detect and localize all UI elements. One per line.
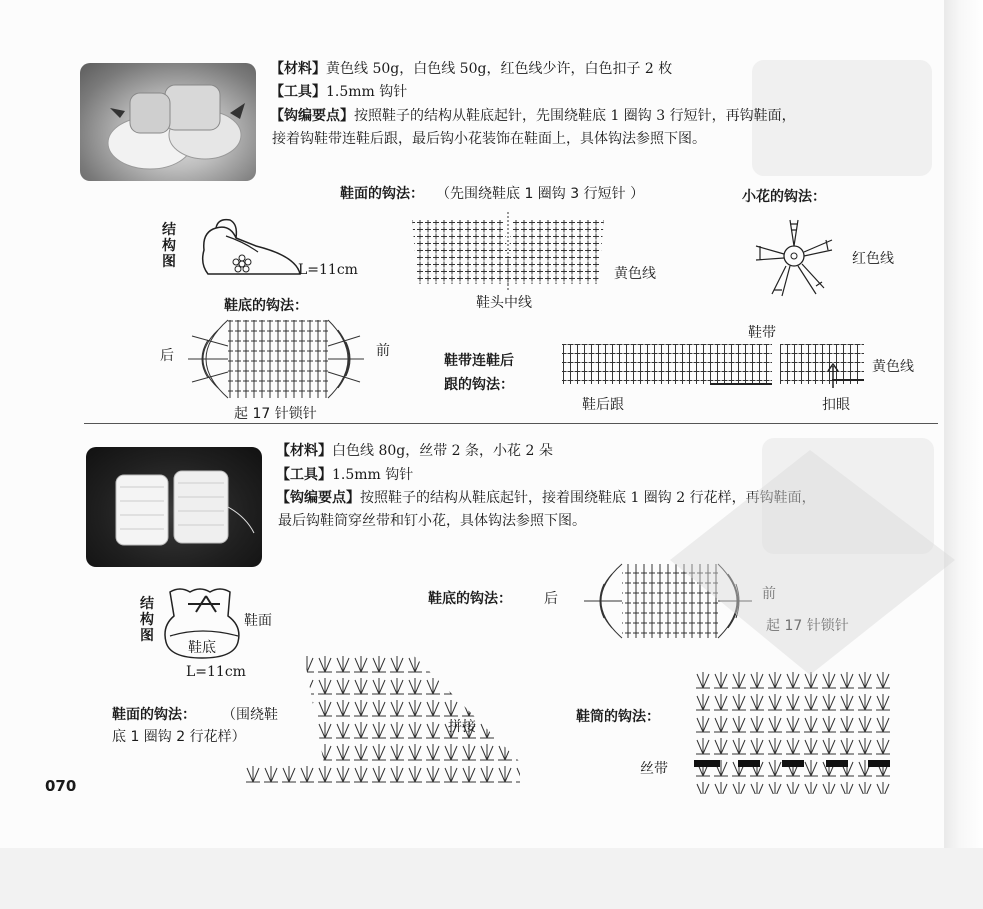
- sole-stitch-chart: [178, 316, 368, 402]
- materials-label-2: 【材料】: [276, 443, 332, 459]
- length-label: L=11cm: [298, 262, 358, 278]
- structure-label-2: 结构图: [140, 596, 154, 644]
- sole-front-label: 前: [376, 343, 390, 359]
- flower-method-title: 小花的钩法：: [742, 189, 826, 205]
- tools-text-2: 1.5mm 钩针: [332, 467, 414, 483]
- length-label-2: L=11cm: [186, 664, 246, 680]
- materials-label: 【材料】: [270, 61, 326, 77]
- strap-label: 鞋带: [748, 325, 776, 341]
- materials-text: 黄色线 50g，白色线 50g，红色线少许，白色扣子 2 枚: [326, 61, 673, 77]
- tube-method-title: 鞋筒的钩法：: [576, 709, 660, 725]
- sole-method-title-2: 鞋底的钩法：: [428, 591, 512, 607]
- sole-front-label-2: 前: [762, 586, 776, 602]
- strap-method-title-2: 跟的钩法：: [444, 377, 514, 393]
- toe-center-label: 鞋头中线: [476, 295, 532, 311]
- upper-method-note-2b: 底 1 圈钩 2 行花样）: [112, 729, 246, 745]
- upper-method-note-2a: （围绕鞋: [222, 707, 278, 723]
- upper-method-title: 鞋面的钩法：: [340, 186, 424, 202]
- steps-label: 【钩编要点】: [270, 108, 354, 124]
- sole-start-label-2: 起 17 针锁针: [766, 618, 849, 634]
- upper-stitch-chart-2: [244, 652, 524, 792]
- tools-label: 【工具】: [270, 84, 326, 100]
- materials-text-2: 白色线 80g，丝带 2 条，小花 2 朵: [332, 443, 553, 459]
- steps-line-1: [270, 105, 796, 127]
- upper-method-title-2: 鞋面的钩法：: [112, 707, 196, 723]
- materials-line: [270, 58, 672, 80]
- tools-text: 1.5mm 钩针: [326, 84, 408, 100]
- bootie-structure-sketch: [196, 212, 306, 282]
- photo-yellow-booties: [80, 63, 256, 181]
- tools-label-2: 【工具】: [276, 467, 332, 483]
- tools-line: [270, 81, 407, 103]
- steps-text-2-2: 最后钩鞋筒穿丝带和钉小花，具体钩法参照下图。: [278, 513, 586, 529]
- buttonhole-arrow: [826, 362, 840, 388]
- upper-method-note: （先围绕鞋底 1 圈钩 3 行短针 ）: [436, 186, 645, 202]
- scan-margin: [0, 848, 983, 909]
- sole-back-label-2: 后: [544, 591, 558, 607]
- photo-white-booties: [86, 447, 262, 567]
- sole-back-label: 后: [160, 348, 174, 364]
- structure-label: 结构图: [162, 222, 176, 270]
- sole-start-label: 起 17 针锁针: [234, 406, 317, 422]
- materials-line-2: [276, 440, 553, 462]
- upper-mark-label: 鞋面: [244, 613, 272, 629]
- sole-mark-label: 鞋底: [188, 640, 216, 656]
- upper-stitch-chart: [408, 212, 608, 292]
- flower-color-label: 红色线: [852, 251, 894, 267]
- steps-text-1: 按照鞋子的结构从鞋底起针，先围绕鞋底 1 圈钩 3 行短针，再钩鞋面，: [354, 108, 796, 124]
- tube-stitch-chart: [694, 668, 894, 798]
- flower-stitch-chart: [746, 210, 842, 302]
- section-divider: [84, 423, 938, 424]
- tools-line-2: [276, 464, 413, 486]
- strap-method-title-1: 鞋带连鞋后: [444, 353, 514, 369]
- heel-label: 鞋后跟: [582, 397, 624, 413]
- strap-color-label: 黄色线: [872, 359, 914, 375]
- steps-text-2-1: 按照鞋子的结构从鞋底起针，接着围绕鞋底 1 圈钩 2 行花样，再钩鞋面，: [360, 490, 816, 506]
- join-label: 拼接: [448, 719, 476, 735]
- publisher-watermark: [660, 440, 960, 680]
- sole-method-title: 鞋底的钩法：: [224, 298, 308, 314]
- steps-label-2: 【钩编要点】: [276, 490, 360, 506]
- buttonhole-label: 扣眼: [822, 397, 850, 413]
- ribbon-label: 丝带: [640, 761, 668, 777]
- steps-text-2: 接着钩鞋带连鞋后跟，最后钩小花装饰在鞋面上，具体钩法参照下图。: [272, 131, 706, 147]
- upper-color-label: 黄色线: [614, 266, 656, 282]
- strap-stitch-chart: [560, 340, 866, 390]
- page-number: 070: [45, 777, 77, 795]
